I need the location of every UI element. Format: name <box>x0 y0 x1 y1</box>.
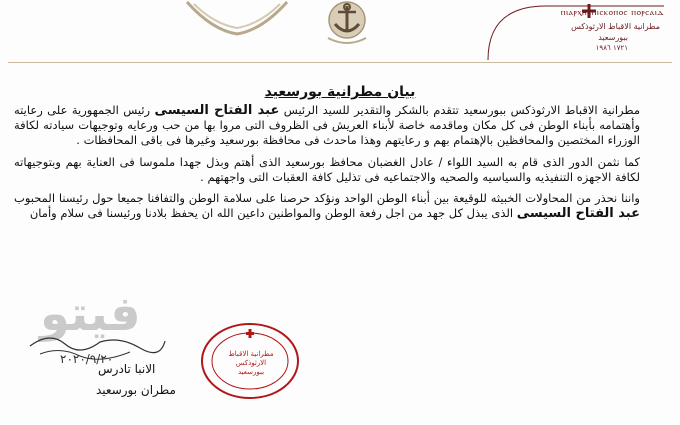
letterhead-divider <box>8 62 672 63</box>
news-watermark-logo: فيتو <box>40 286 141 342</box>
paragraph-3-text-cont: الذى يبذل كل جهد من اجل رفعة الوطن والمواطنين داعين الله ان يحفظ بلادنا ورئيسنا فى سلام وأمان <box>29 206 517 221</box>
letterhead-right <box>498 2 668 62</box>
stamp-text <box>222 350 280 377</box>
president-name: عبد الفتاح السيسى <box>154 103 280 118</box>
paragraph-3-text: واننا نحذر من المحاولات الخبيثه للوقيعة بين أبناء الوطن الواحد ونؤكد حرصنا على سلامة الوطن والتفافنا جميعا حول رئيسنا المحبوب <box>14 191 640 206</box>
wreath-crest-icon <box>182 0 292 38</box>
document-title: بيان مطرانية بورسعيد <box>264 84 416 100</box>
paragraph-1-text-cont: رئيس الجمهورية على رعايته وأهتمامه بأبناء الوطن فى كل مكان وماقدمه خاصة لأبناء العريش فى الظروف التى مروا بها من حب ورعايه وتوجيهات سيادته لكافة الوزراء المختصين والمحافظين بالإهتمام بهم و رعايتهم وهذا ماحدث فى محافظة بورسعيد وغيرها فى باقى المحافظات . <box>14 103 640 148</box>
president-name-2: عبد الفتاح السيسى <box>516 206 640 222</box>
stamp-line-1: مطرانية الاقباط الارثوذكس <box>228 350 274 367</box>
diocese-city: ببورسعيد <box>598 33 628 42</box>
paragraph-1-text: مطرانية الاقباط الارثوذكس ببورسعيد تتقدم بالشكر والتقدير للسيد الرئيس <box>279 103 640 117</box>
coptic-heading: ⲡⲓⲁⲣⲭⲏⲉⲡⲓⲥⲕⲟⲡⲟⲥ ⲡⲟⲣⲥⲁⲓⲇ <box>560 8 664 18</box>
document-body <box>14 103 640 227</box>
diocese-name: مطرانية الاقباط الارثوذكس <box>571 22 660 31</box>
paragraph-1 <box>14 103 640 149</box>
signatory-name: الانبا تادرس <box>98 362 156 376</box>
letterhead-date: ١٧٢١ ١٩٨٦ <box>595 44 628 52</box>
paragraph-2-text: كما نثمن الدور الذى قام به السيد اللواء / عادل الغضبان محافظ بورسعيد الذى أهتم وبذل جهدا ملموسا فى العناية بهم وبتوجيهاته لكافة الاجهزه التنفيذيه والسياسيه والصحيه والاجتماعيه فى تذليل كافة العقبات التى واجهتهم . <box>14 154 640 184</box>
signature-date: ٢٠٢٠/٩/٢٠ <box>60 352 114 366</box>
paragraph-2 <box>14 155 640 185</box>
anchor-emblem-icon <box>318 0 376 48</box>
signatory-title: مطران بورسعيد <box>96 383 176 397</box>
paragraph-3 <box>14 191 640 221</box>
stamp-line-2: ببورسعيد <box>237 368 265 376</box>
